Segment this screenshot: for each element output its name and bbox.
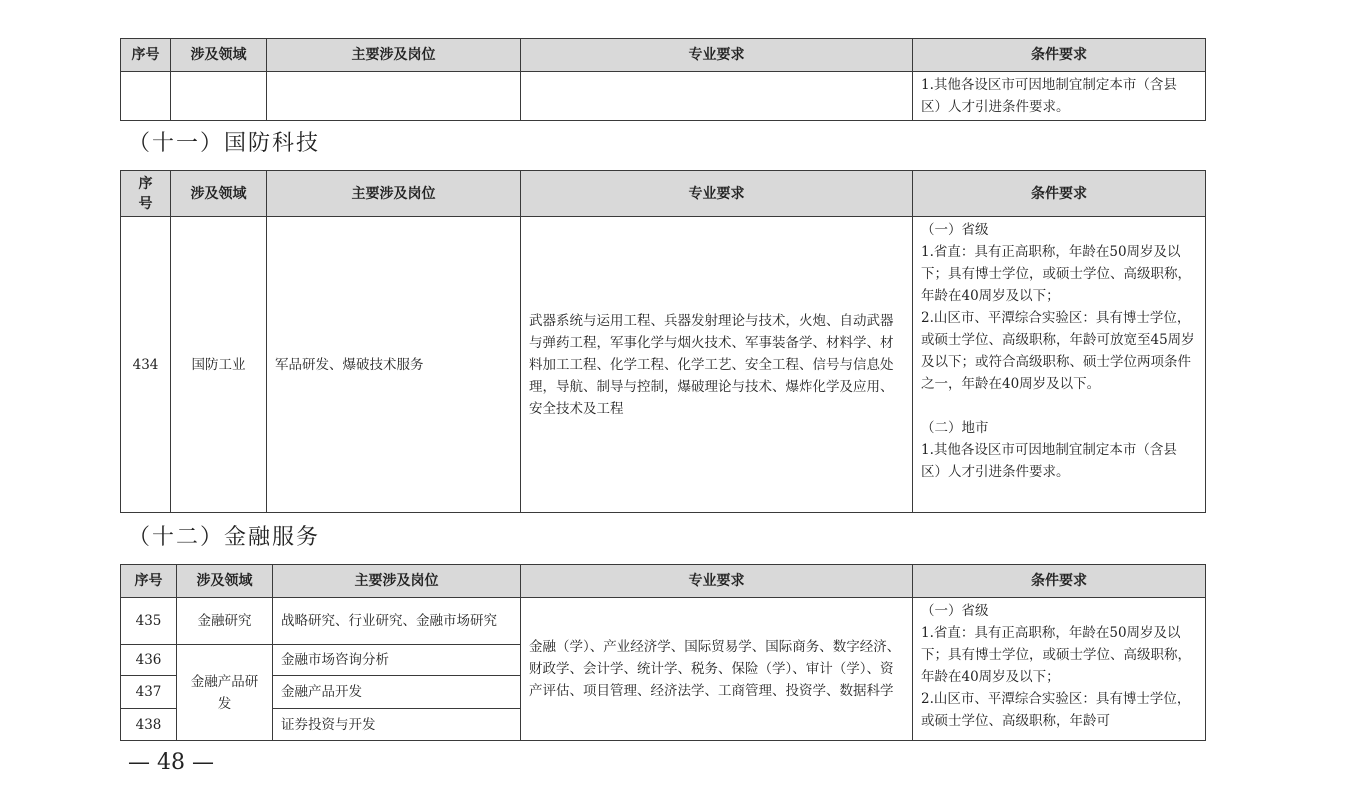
cell-field: 国防工业 — [171, 217, 267, 513]
cell-seq: 436 — [121, 645, 177, 676]
cell-position: 金融产品开发 — [273, 676, 521, 709]
cell-position: 战略研究、行业研究、金融市场研究 — [273, 598, 521, 645]
cell-major: 武器系统与运用工程、兵器发射理论与技术，火炮、自动武器与弹药工程，军事化学与烟火技术、军事装备学、材料学、材料加工工程、化学工程、化学工艺、安全工程、信号与信息处理，导航、制导与控制，爆破理论与技术、爆炸化学及应用、安全技术及工程 — [521, 217, 913, 513]
header-seq: 序号 — [121, 171, 171, 217]
table-finance — [120, 564, 1206, 741]
header-position: 主要涉及岗位 — [267, 171, 521, 217]
cell-empty — [121, 72, 171, 121]
section-title-defense: （十一）国防科技 — [128, 131, 321, 156]
cell-seq: 437 — [121, 676, 177, 709]
cell-position: 军品研发、爆破技术服务 — [267, 217, 521, 513]
header-condition: 条件要求 — [913, 565, 1206, 598]
cell-condition: 1.其他各设区市可因地制宜制定本市（含县区）人才引进条件要求。 — [913, 72, 1206, 121]
cell-condition: （一）省级 1.省直：具有正高职称，年龄在50周岁及以下；具有博士学位，或硕士学位、高级职称，年龄在40周岁及以下； 2.山区市、平潭综合实验区：具有博士学位，或硕士学位、高级职称，年龄可 — [913, 598, 1206, 741]
table-header-row — [121, 171, 1206, 217]
cell-condition: （一）省级 1.省直：具有正高职称，年龄在50周岁及以下；具有博士学位，或硕士学位、高级职称，年龄在40周岁及以下； 2.山区市、平潭综合实验区：具有博士学位，或硕士学位、高级职称，年龄可放宽至45周岁及以下；或符合高级职称、硕士学位两项条件之一，年龄在40周岁及以下。 （二）地市 1.其他各设区市可因地制宜制定本市（含县区）人才引进条件要求。 — [913, 217, 1206, 513]
table-continued — [120, 38, 1206, 121]
cell-field: 金融研究 — [177, 598, 273, 645]
header-seq: 序号 — [121, 565, 177, 598]
header-condition: 条件要求 — [913, 171, 1206, 217]
header-position: 主要涉及岗位 — [273, 565, 521, 598]
table-row — [121, 72, 1206, 121]
table-row — [121, 217, 1206, 513]
table-header-row — [121, 39, 1206, 72]
header-field: 涉及领域 — [177, 565, 273, 598]
table-defense — [120, 170, 1206, 513]
cell-seq: 438 — [121, 709, 177, 741]
cell-empty — [267, 72, 521, 121]
cell-position: 证券投资与开发 — [273, 709, 521, 741]
cell-empty — [521, 72, 913, 121]
cell-major: 金融（学）、产业经济学、国际贸易学、国际商务、数字经济、财政学、会计学、统计学、税务、保险（学）、审计（学）、资产评估、项目管理、经济法学、工商管理、投资学、数据科学 — [521, 598, 913, 741]
header-position: 主要涉及岗位 — [267, 39, 521, 72]
cell-seq: 435 — [121, 598, 177, 645]
header-condition: 条件要求 — [913, 39, 1206, 72]
header-major: 专业要求 — [521, 39, 913, 72]
table-header-row — [121, 565, 1206, 598]
header-seq: 序号 — [121, 39, 171, 72]
cell-position: 金融市场咨询分析 — [273, 645, 521, 676]
page-number: — 48 — — [128, 750, 214, 775]
header-major: 专业要求 — [521, 565, 913, 598]
section-title-finance: （十二）金融服务 — [128, 525, 321, 550]
header-field: 涉及领域 — [171, 171, 267, 217]
table-row — [121, 598, 1206, 645]
cell-seq: 434 — [121, 217, 171, 513]
header-field: 涉及领域 — [171, 39, 267, 72]
header-major: 专业要求 — [521, 171, 913, 217]
cell-empty — [171, 72, 267, 121]
cell-field-merged: 金融产品研发 — [177, 645, 273, 741]
